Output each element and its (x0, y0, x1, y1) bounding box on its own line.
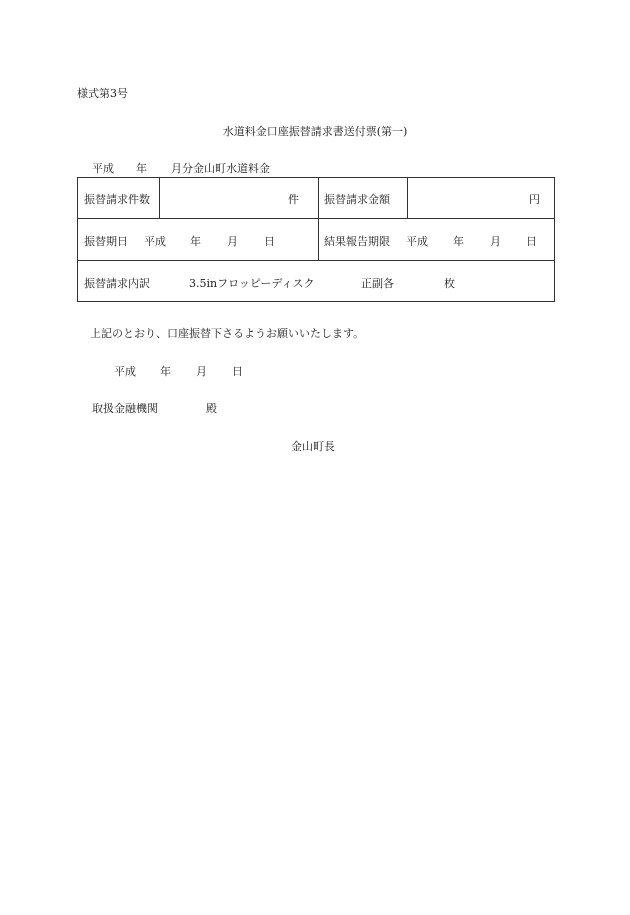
table-row-divider (78, 260, 554, 261)
recipient-honorific: 殿 (206, 402, 217, 415)
document-title: 水道料金口座振替請求書送付票(第一) (222, 125, 408, 138)
issue-day: 日 (232, 365, 243, 378)
form-number: 様式第3号 (77, 87, 128, 100)
issue-year: 年 (160, 365, 171, 378)
copies-unit: 枚 (444, 277, 455, 290)
header-year-unit: 年 (136, 162, 147, 175)
recipient-label: 取扱金融機関 (92, 402, 158, 415)
media-type: 3.5inフロッピーディスク (189, 277, 315, 290)
issue-era: 平成 (114, 365, 136, 378)
recipient-line (92, 400, 217, 416)
transfer-era: 平成 (144, 235, 166, 248)
request-amount-unit: 円 (529, 193, 540, 206)
transfer-date (84, 233, 275, 249)
report-era: 平成 (406, 235, 428, 248)
transfer-month: 月 (227, 235, 238, 248)
transfer-day: 日 (264, 235, 275, 248)
copies-label: 正副各 (361, 277, 394, 290)
header-era: 平成 (92, 162, 114, 175)
request-count-label: 振替請求件数 (84, 193, 150, 206)
table-col-divider (407, 178, 408, 218)
request-count-unit: 件 (288, 193, 299, 206)
request-body-text: 上記のとおり、口座振替下さるようお願いいたします。 (90, 327, 365, 340)
report-deadline (324, 233, 537, 249)
table-row-divider (78, 218, 554, 219)
report-month: 月 (490, 235, 501, 248)
table-col-divider (318, 178, 319, 260)
report-year: 年 (453, 235, 464, 248)
request-breakdown-label: 振替請求内訳 (84, 277, 150, 290)
request-table (77, 177, 555, 302)
sender-name: 金山町長 (291, 440, 335, 453)
issue-month: 月 (196, 365, 207, 378)
billing-period-line (92, 160, 270, 176)
header-month-text: 月分金山町水道料金 (171, 162, 270, 175)
table-col-divider (159, 178, 160, 218)
issue-date (114, 363, 243, 379)
report-deadline-label: 結果報告期限 (324, 235, 390, 248)
report-day: 日 (526, 235, 537, 248)
transfer-year: 年 (190, 235, 201, 248)
transfer-date-label: 振替期日 (84, 235, 128, 248)
request-amount-label: 振替請求金額 (324, 193, 390, 206)
